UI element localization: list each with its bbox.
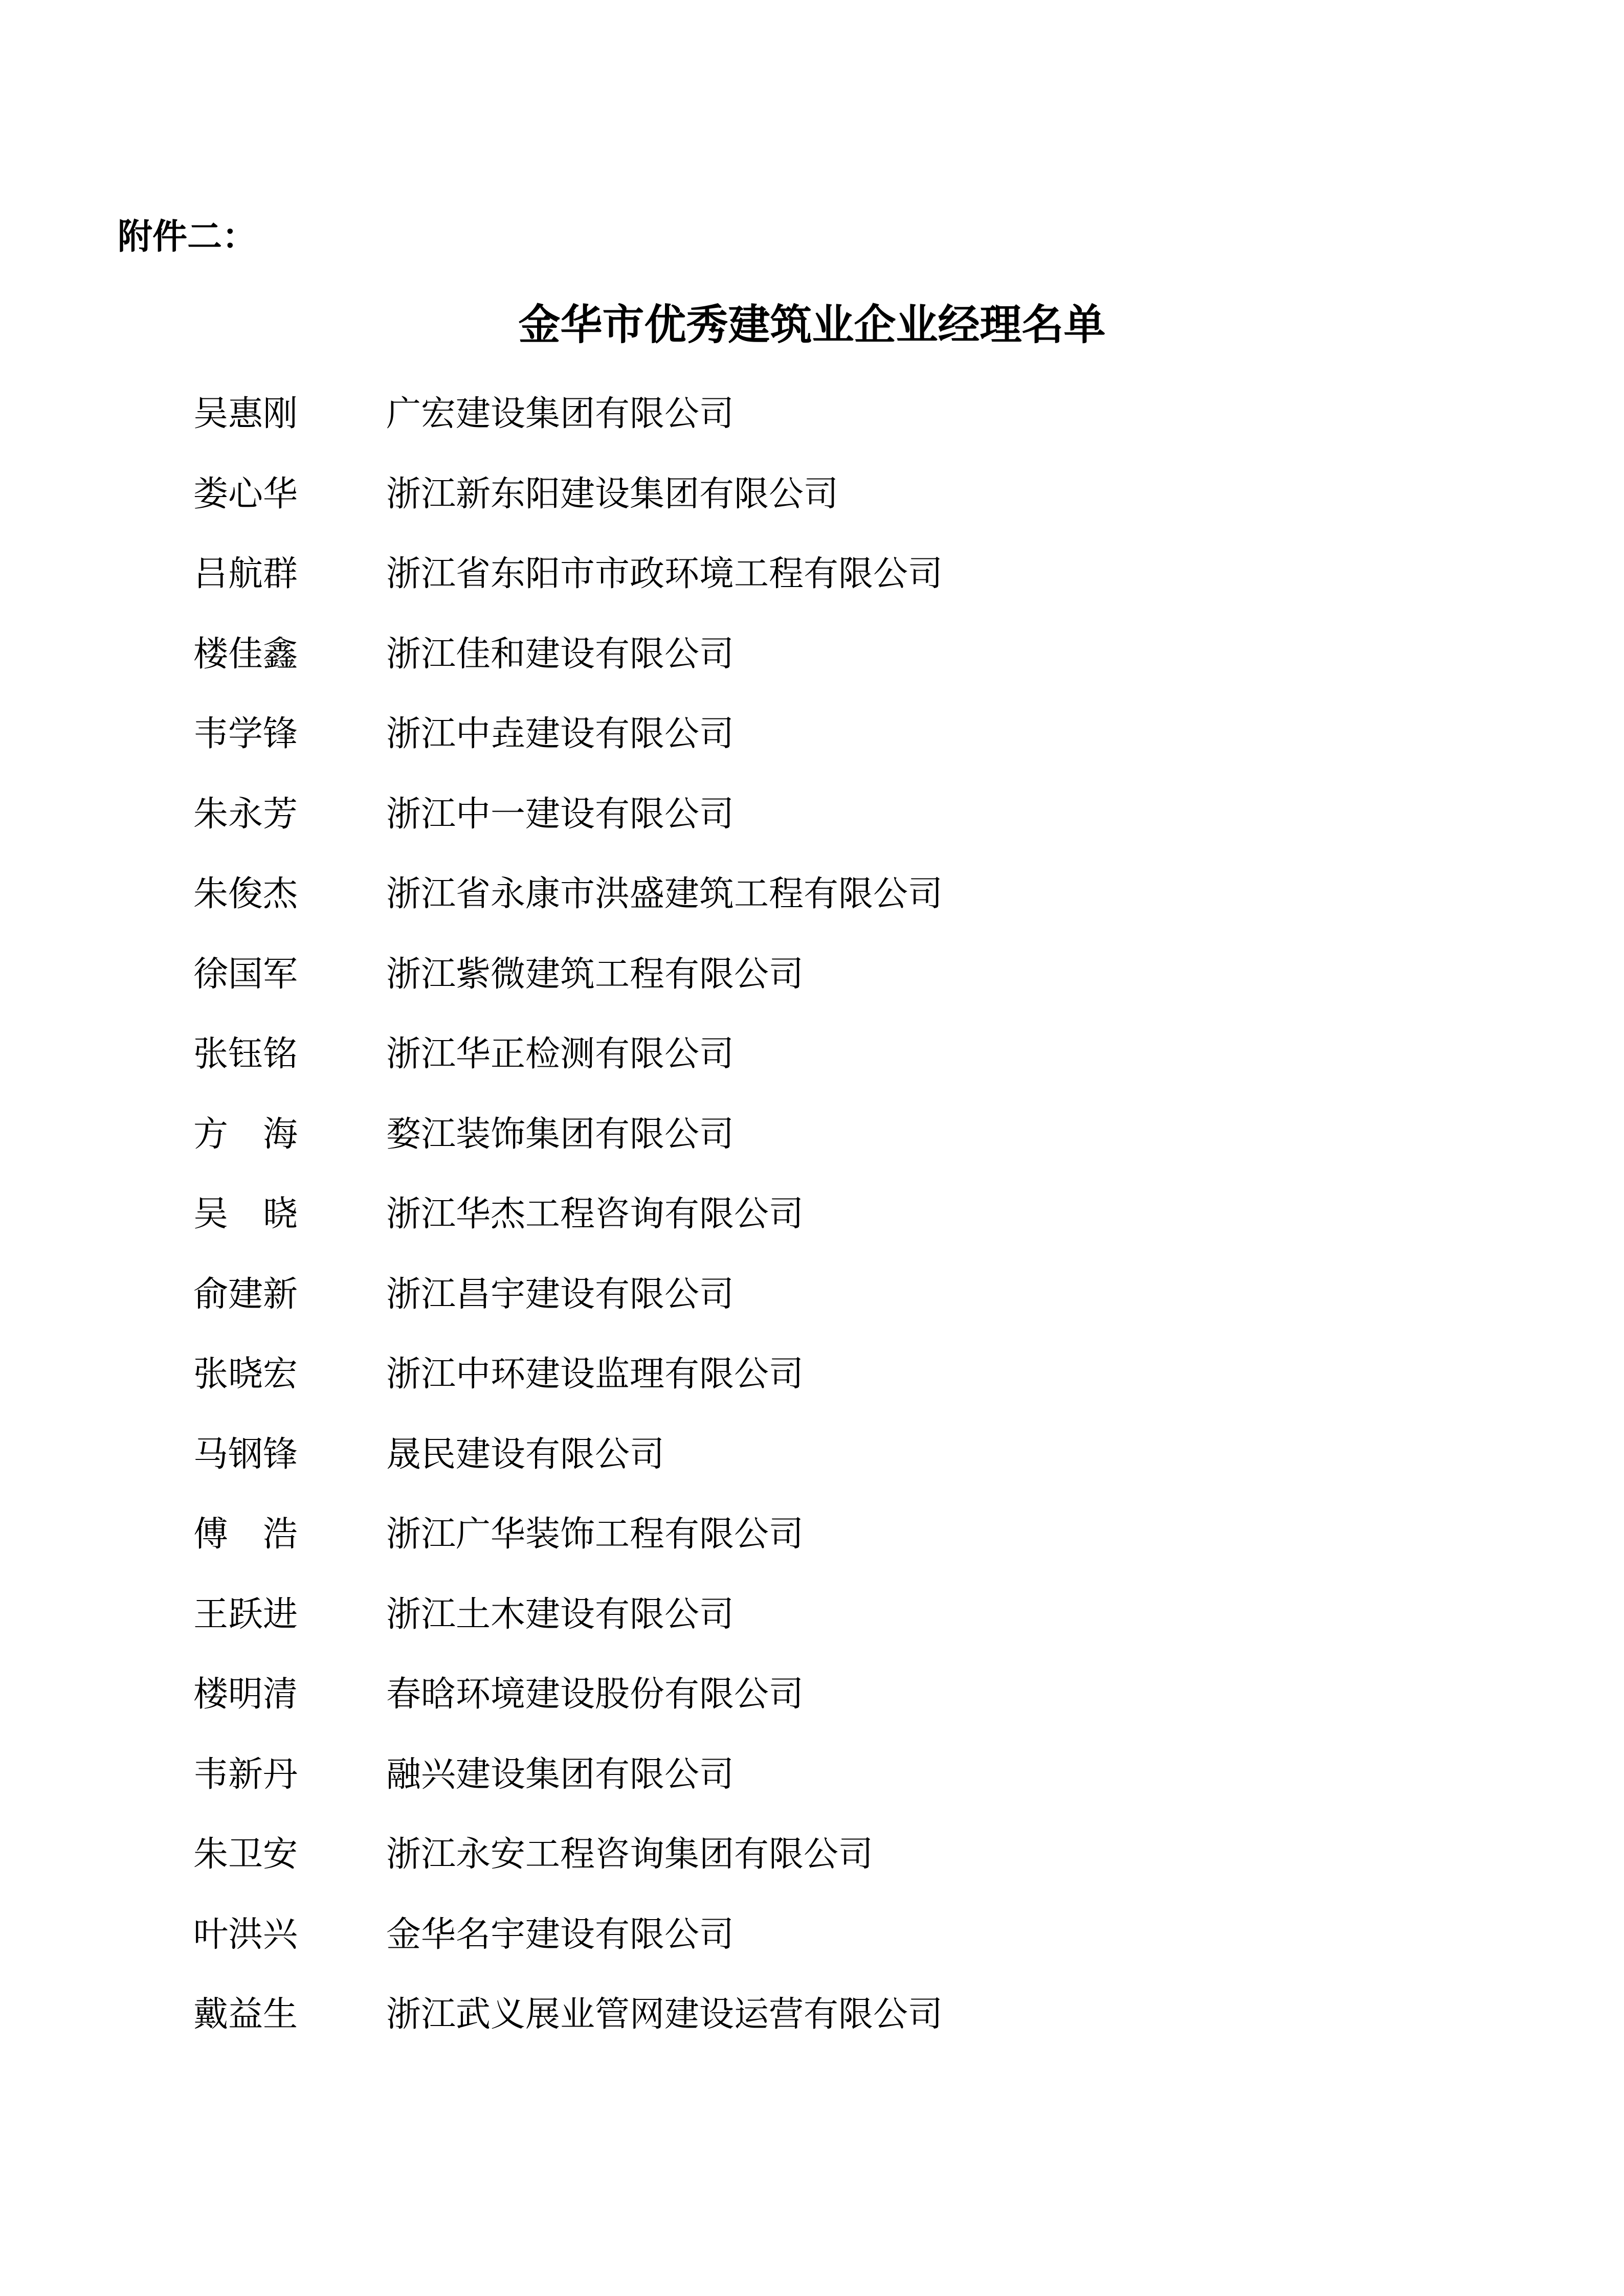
list-item — [0, 1589, 1624, 1670]
list-item — [0, 389, 1624, 469]
manager-list — [0, 389, 1624, 2069]
list-item — [0, 1349, 1624, 1429]
list-item — [0, 1269, 1624, 1349]
company-name: 融兴建设集团有限公司 — [386, 1754, 735, 1795]
list-item — [0, 1429, 1624, 1510]
person-name: 韦新丹 — [193, 1754, 298, 1795]
person-name: 吕航群 — [193, 554, 298, 594]
company-name: 浙江中环建设监理有限公司 — [386, 1354, 804, 1394]
person-name: 娄心华 — [193, 474, 298, 514]
person-name: 叶洪兴 — [193, 1914, 298, 1955]
list-item — [0, 709, 1624, 789]
list-item — [0, 869, 1624, 949]
company-name: 浙江永安工程咨询集团有限公司 — [386, 1834, 874, 1875]
person-name: 朱卫安 — [193, 1834, 298, 1875]
list-item — [0, 1509, 1624, 1589]
person-name: 方 海 — [193, 1114, 298, 1155]
company-name: 浙江华正检测有限公司 — [386, 1034, 735, 1074]
person-name: 楼明清 — [193, 1674, 298, 1715]
list-item — [0, 549, 1624, 629]
company-name: 浙江新东阳建设集团有限公司 — [386, 474, 839, 514]
person-name: 徐国军 — [193, 954, 298, 995]
person-name: 王跃进 — [193, 1594, 298, 1635]
person-name: 朱俊杰 — [193, 874, 298, 914]
list-item — [0, 1109, 1624, 1189]
company-name: 广宏建设集团有限公司 — [386, 394, 735, 434]
person-name: 楼佳鑫 — [193, 634, 298, 674]
list-item — [0, 469, 1624, 549]
company-name: 浙江佳和建设有限公司 — [386, 634, 735, 674]
list-item — [0, 949, 1624, 1029]
company-name: 浙江省永康市洪盛建筑工程有限公司 — [386, 874, 943, 914]
list-item — [0, 629, 1624, 709]
company-name: 浙江广华装饰工程有限公司 — [386, 1514, 804, 1555]
company-name: 浙江昌宇建设有限公司 — [386, 1274, 735, 1315]
person-name: 张钰铭 — [193, 1034, 298, 1074]
list-item — [0, 1669, 1624, 1749]
company-name: 浙江紫微建筑工程有限公司 — [386, 954, 804, 995]
person-name: 马钢锋 — [193, 1434, 298, 1475]
attachment-label: 附件二： — [118, 216, 257, 257]
list-item — [0, 1749, 1624, 1830]
person-name: 朱永芳 — [193, 794, 298, 835]
list-item — [0, 1909, 1624, 1990]
person-name: 吴 晓 — [193, 1194, 298, 1234]
company-name: 浙江省东阳市市政环境工程有限公司 — [386, 554, 943, 594]
document-title: 金华市优秀建筑业企业经理名单 — [518, 300, 1106, 349]
list-item — [0, 1829, 1624, 1909]
company-name: 浙江华杰工程咨询有限公司 — [386, 1194, 804, 1234]
company-name: 晟民建设有限公司 — [386, 1434, 665, 1475]
person-name: 戴益生 — [193, 1994, 298, 2035]
person-name: 俞建新 — [193, 1274, 298, 1315]
person-name: 张晓宏 — [193, 1354, 298, 1394]
company-name: 浙江武义展业管网建设运营有限公司 — [386, 1994, 943, 2035]
list-item — [0, 1029, 1624, 1109]
list-item — [0, 789, 1624, 869]
company-name: 浙江中垚建设有限公司 — [386, 714, 735, 754]
person-name: 吴惠刚 — [193, 394, 298, 434]
person-name: 傅 浩 — [193, 1514, 298, 1555]
company-name: 浙江土木建设有限公司 — [386, 1594, 735, 1635]
company-name: 金华名宇建设有限公司 — [386, 1914, 735, 1955]
company-name: 婺江装饰集团有限公司 — [386, 1114, 735, 1155]
company-name: 春晗环境建设股份有限公司 — [386, 1674, 804, 1715]
person-name: 韦学锋 — [193, 714, 298, 754]
company-name: 浙江中一建设有限公司 — [386, 794, 735, 835]
list-item — [0, 1189, 1624, 1269]
list-item — [0, 1989, 1624, 2069]
